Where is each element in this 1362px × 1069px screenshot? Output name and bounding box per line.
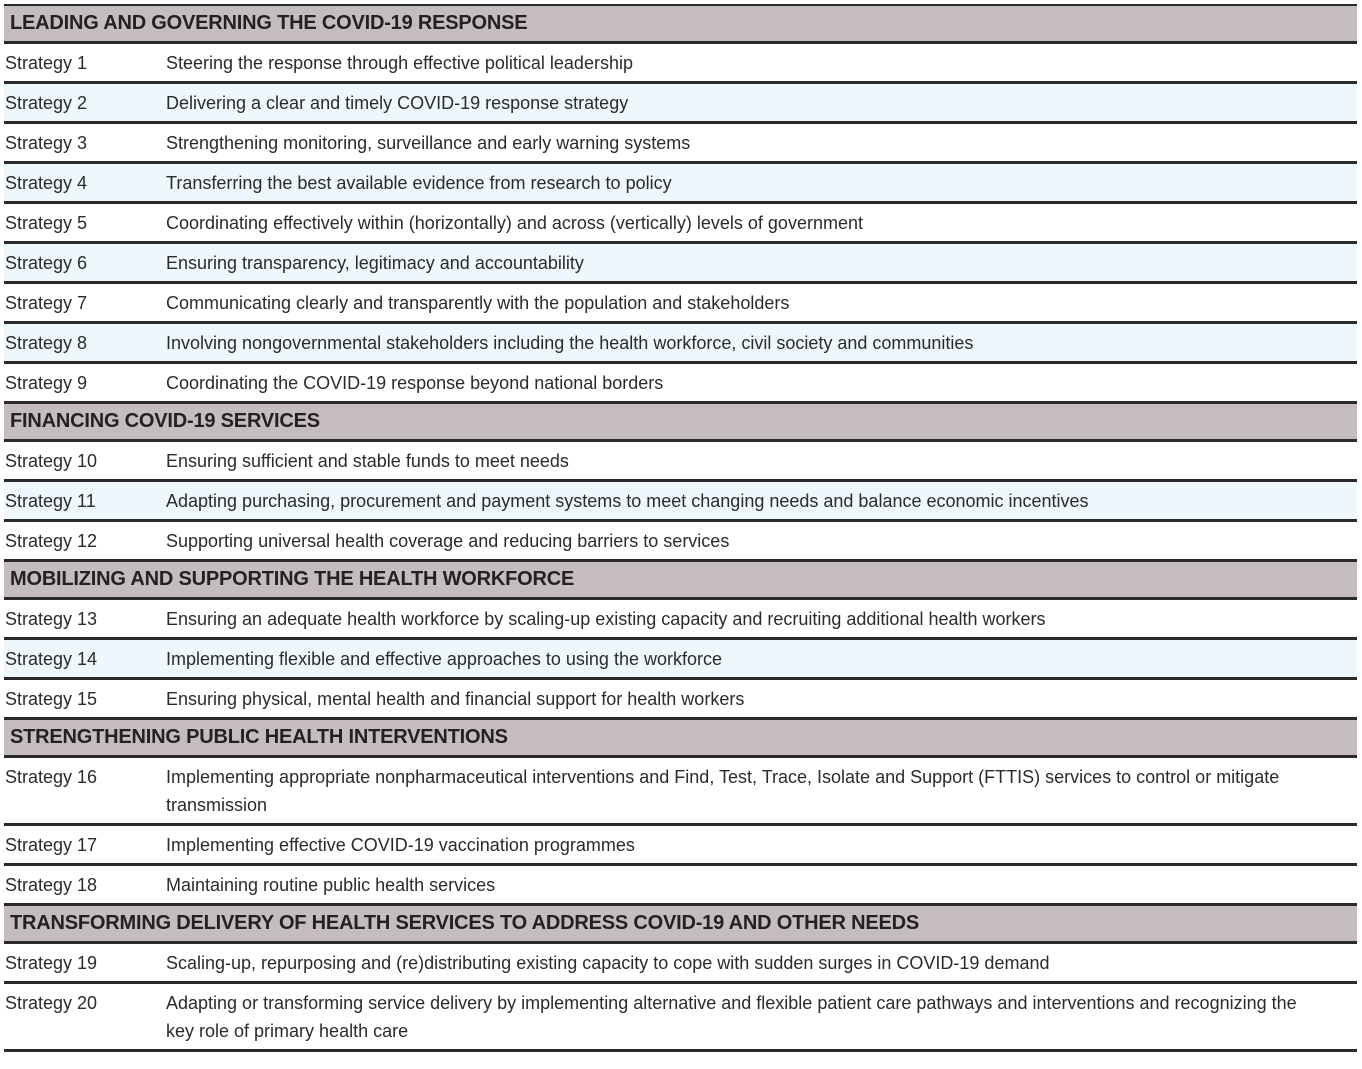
- table-row: [4, 442, 1357, 482]
- strategy-label: Strategy 17: [5, 835, 98, 855]
- strategy-label: Strategy 19: [5, 953, 98, 973]
- strategies-table: [4, 4, 1357, 1052]
- strategy-description: Ensuring transparency, legitimacy and accountability: [166, 253, 584, 273]
- table-row: [4, 284, 1357, 324]
- strategy-label: Strategy 14: [5, 649, 98, 669]
- strategy-label: Strategy 12: [5, 531, 98, 551]
- strategy-label: Strategy 6: [5, 253, 88, 273]
- strategy-label: Strategy 4: [5, 173, 88, 193]
- table-row: [4, 944, 1357, 984]
- strategy-description: Maintaining routine public health services: [166, 875, 496, 895]
- strategy-label: Strategy 18: [5, 875, 98, 895]
- table-row: [4, 324, 1357, 364]
- strategy-description: Coordinating effectively within (horizontally) and across (vertically) levels of government: [166, 213, 863, 233]
- table-row: [4, 482, 1357, 522]
- section-header-leading-governing: LEADING AND GOVERNING THE COVID-19 RESPONSE: [4, 6, 1357, 44]
- strategy-description: Ensuring sufficient and stable funds to meet needs: [166, 451, 569, 471]
- strategy-description: Implementing flexible and effective approaches to using the workforce: [166, 649, 722, 669]
- table-row: [4, 522, 1357, 562]
- section-header-financing: FINANCING COVID-19 SERVICES: [4, 404, 1357, 442]
- strategy-label: Strategy 8: [5, 333, 88, 353]
- strategy-description: Scaling-up, repurposing and (re)distributing existing capacity to cope with sudden surges in COVID-19 demand: [166, 953, 1050, 973]
- table-row: [4, 244, 1357, 284]
- strategy-label: Strategy 11: [5, 491, 96, 511]
- strategy-label: Strategy 9: [5, 373, 88, 393]
- table-row: [4, 124, 1357, 164]
- strategy-label: Strategy 2: [5, 93, 88, 113]
- table-row: [4, 84, 1357, 124]
- strategy-label: Strategy 16: [5, 767, 98, 787]
- strategy-description: Adapting or transforming service delivery by implementing alternative and flexible patient care pathways and interventions and recognizing the key role of primary health care: [166, 993, 1297, 1041]
- strategy-description: Ensuring an adequate health workforce by scaling-up existing capacity and recruiting additional health workers: [166, 609, 1046, 629]
- strategy-description: Adapting purchasing, procurement and payment systems to meet changing needs and balance economic incentives: [166, 491, 1089, 511]
- strategy-description: Communicating clearly and transparently with the population and stakeholders: [166, 293, 790, 313]
- strategy-description: Delivering a clear and timely COVID-19 response strategy: [166, 93, 629, 113]
- strategy-description: Transferring the best available evidence from research to policy: [166, 173, 672, 193]
- table-row: [4, 204, 1357, 244]
- table-row: [4, 866, 1357, 906]
- table-row: [4, 600, 1357, 640]
- table-row: [4, 758, 1357, 826]
- table-row: [4, 680, 1357, 720]
- strategy-description: Ensuring physical, mental health and financial support for health workers: [166, 689, 745, 709]
- strategy-label: Strategy 20: [5, 993, 98, 1013]
- strategy-label: Strategy 5: [5, 213, 88, 233]
- strategy-description: Implementing effective COVID-19 vaccination programmes: [166, 835, 635, 855]
- strategy-label: Strategy 3: [5, 133, 88, 153]
- section-header-transforming-delivery: TRANSFORMING DELIVERY OF HEALTH SERVICES TO ADDRESS COVID-19 AND OTHER NEEDS: [4, 906, 1357, 944]
- strategy-label: Strategy 1: [5, 53, 88, 73]
- strategy-description: Steering the response through effective political leadership: [166, 53, 633, 73]
- strategy-description: Coordinating the COVID-19 response beyond national borders: [166, 373, 664, 393]
- strategy-description: Strengthening monitoring, surveillance and early warning systems: [166, 133, 691, 153]
- strategy-label: Strategy 13: [5, 609, 98, 629]
- strategy-label: Strategy 10: [5, 451, 98, 471]
- table-row: [4, 364, 1357, 404]
- table-row: [4, 984, 1357, 1052]
- strategy-description: Involving nongovernmental stakeholders including the health workforce, civil society and communities: [166, 333, 974, 353]
- table-row: [4, 44, 1357, 84]
- table-row: [4, 826, 1357, 866]
- strategy-label: Strategy 15: [5, 689, 98, 709]
- strategy-description: Implementing appropriate nonpharmaceutical interventions and Find, Test, Trace, Isolate and Support (FTTIS) services to control or mitigate transmission: [166, 767, 1280, 815]
- table-row: [4, 640, 1357, 680]
- strategy-label: Strategy 7: [5, 293, 88, 313]
- strategy-description: Supporting universal health coverage and reducing barriers to services: [166, 531, 730, 551]
- section-header-workforce: MOBILIZING AND SUPPORTING THE HEALTH WORKFORCE: [4, 562, 1357, 600]
- table-row: [4, 164, 1357, 204]
- section-header-public-health: STRENGTHENING PUBLIC HEALTH INTERVENTIONS: [4, 720, 1357, 758]
